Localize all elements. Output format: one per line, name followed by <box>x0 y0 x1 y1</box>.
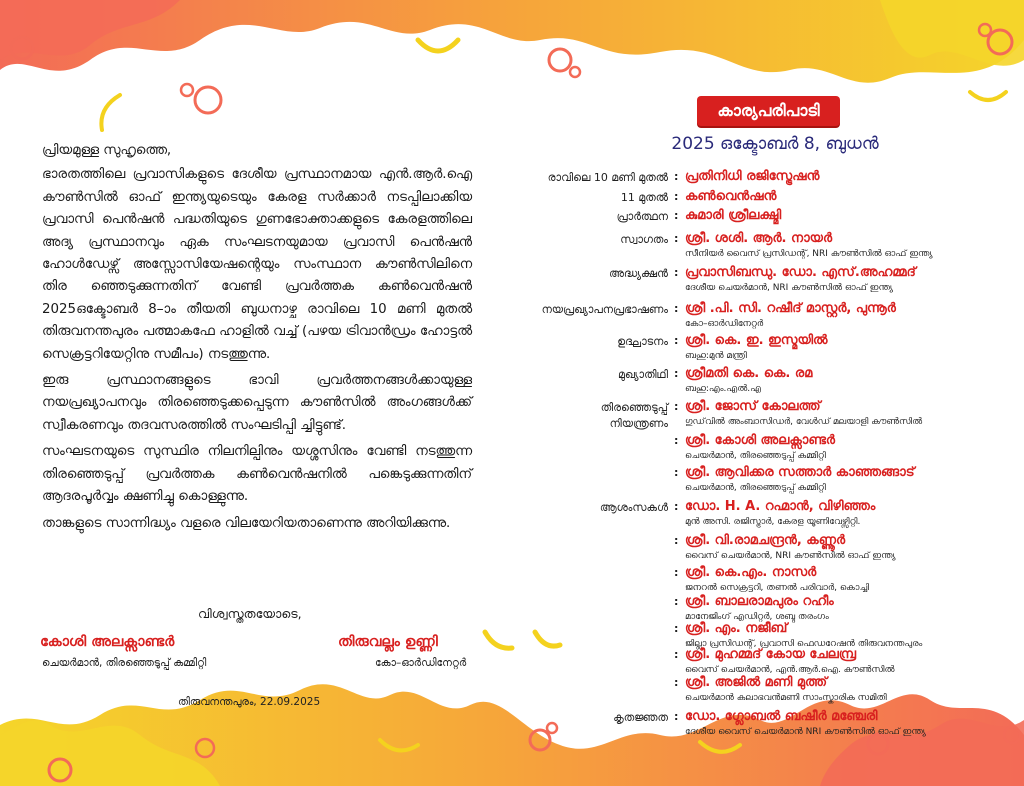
programme-role: വൈസ് ചെയർമാൻ, എൻ.ആർ.ഐ. കൗൺസിൽ <box>685 665 895 675</box>
invitation-letter <box>42 140 472 539</box>
programme-label: അദ്ധ്യക്ഷൻ <box>608 267 668 280</box>
programme-colon: : <box>674 500 679 513</box>
programme-role: ചെയർമാൻ കലാഭവൻമണി സാംസ്കാരിക സമിതി <box>685 693 887 703</box>
programme-label: ഉദ്ഘാടനം <box>617 335 668 348</box>
programme-name: ഡോ. ഗ്ലോബൽ ബഷീർ മഞ്ചേരി <box>685 709 878 724</box>
programme-role: ചെയർമാൻ, തിരഞ്ഞെടുപ്പ് കമ്മിറ്റി <box>685 451 826 461</box>
programme-role: ചെയർമാൻ, തിരഞ്ഞെടുപ്പ് കമ്മിറ്റി <box>685 483 826 493</box>
programme-name: ശ്രീ. കെ. ഇ. ഇസ്മയിൽ <box>685 333 828 348</box>
programme-colon: : <box>674 534 679 547</box>
programme-name: ശ്രീ. അജിൽ മണി മുത്ത് <box>685 675 828 690</box>
programme-label: ആശംസകൾ <box>599 501 668 514</box>
programme-colon: : <box>674 400 679 413</box>
programme-role: ദേശീയ വൈസ് ചെയർമാൻ NRI കൗൺസിൽ ഓഫ് ഇന്ത്യ <box>685 727 926 737</box>
letter-paragraph-3: സംഘടനയുടെ സുസ്ഥിര നിലനില്പിനും യശ്ശസിനും വേണ്ടി നടത്തുന്ന തിരഞ്ഞെടുപ്പ് പ്രവർത്തക കൺവെൻഷനിൽ പങ്കെടുക്കുന്നതിന് ആദരപൂർവ്വം ക്ഷണിച്ചു കൊള്ളുന്നു. <box>42 444 472 505</box>
letter-paragraph-2: ഇരു പ്രസ്ഥാനങ്ങളുടെ ഭാവി പ്രവർത്തനങ്ങൾക്കായുള്ള നയപ്രഖ്യാപനവും തിരഞ്ഞെടുക്കപ്പെടുന്ന കൗൺസിൽ അംഗങ്ങൾക്ക് സ്വീകരണവും തദവസരത്തിൽ സംഘടിപ്പി ച്ചിട്ടുണ്ട്. <box>42 373 472 433</box>
programme-name: ശ്രീ. ബാലരാമപുരം റഹീം <box>685 594 834 609</box>
programme-name: ശ്രീ. മുഹമ്മദ് കോയ ചേലമ്പ്ര <box>685 647 857 662</box>
closing-regards: വിശ്വസ്തതയോടെ, <box>198 606 302 621</box>
programme-role: ജനറൽ സെക്രട്ടറി, തണൽ പരിവാർ, കൊച്ചി <box>685 583 870 593</box>
programme-colon: : <box>674 595 679 608</box>
programme-colon: : <box>674 434 679 447</box>
programme-role: ഗുഡ്‌വിൽ അംബാസിഡർ, വേൾഡ് മലയാളി കൗൺസിൽ <box>685 417 923 427</box>
signer-2-name: തിരുവല്ലം ഉണ്ണി <box>338 634 438 650</box>
salutation: പ്രിയമുള്ള സുഹൃത്തെ, <box>42 143 172 158</box>
place-date: തിരുവനന്തപുരം, 22.09.2025 <box>178 696 321 708</box>
programme-label: സ്വാഗതം <box>620 233 668 246</box>
programme-name: ശ്രീ. ജോസ് കോലത്ത് <box>685 399 821 414</box>
programme-name: പ്രതിനിധി രജിസ്ട്രേഷൻ <box>685 169 820 184</box>
programme-colon: : <box>674 302 679 315</box>
programme-role: ബഹു:മുൻ മന്ത്രി <box>685 351 747 361</box>
programme-name: ശ്രീ. ശശി. ആർ. നായർ <box>685 231 833 246</box>
programme-role: ജില്ലാ പ്രസിഡന്റ്, പ്രവാസി ഫെഡറേഷൻ തിരുവനന്തപുരം <box>685 639 923 649</box>
programme-colon: : <box>674 232 679 245</box>
programme-colon: : <box>674 266 679 279</box>
programme-colon: : <box>674 622 679 635</box>
programme-name: ശ്രീ. കോശി അലക്സാണ്ടർ <box>685 433 836 448</box>
programme-role: വൈസ് ചെയർമാൻ, NRI കൗൺസിൽ ഓഫ് ഇന്ത്യ <box>685 551 896 561</box>
programme-label: നിയന്ത്രണം <box>609 417 668 430</box>
programme-label: കൃതജ്ഞത <box>613 711 668 724</box>
programme-colon: : <box>674 170 679 183</box>
programme-name: ശ്രീ. ആവിക്കര സത്താർ കാഞ്ഞങ്ങാട് <box>685 465 915 480</box>
signer-1-role: ചെയർമാൻ, തിരഞ്ഞെടുപ്പ് കമ്മിറ്റി <box>42 657 207 669</box>
signer-1-name: കോശി അലക്സാണ്ടർ <box>40 634 175 650</box>
programme-colon: : <box>674 648 679 661</box>
programme-colon: : <box>674 566 679 579</box>
programme-title-badge: കാര്യപരിപാടി <box>697 96 840 126</box>
letter-paragraph-1: ഭാരതത്തിലെ പ്രവാസികളുടെ ദേശീയ പ്രസ്ഥാനമായ എൻ.ആർ.ഐ കൗൺസിൽ ഓഫ് ഇന്ത്യയുടെയും കേരള സർക്കാർ നടപ്പിലാക്കിയ പ്രവാസി പെൻഷൻ പദ്ധതിയുടെ ഗുണഭോക്താക്കളുടെ കേരളത്തിലെ അദ്യ പ്രസ്ഥാനവും ഏക സംഘടനയുമായ പ്രവാസി പെൻഷൻ ഹോൾഡേഴ്സ് അസ്സോസിയേഷന്റെയും സംസ്ഥാന കൗൺസിലിനെ തിര ഞ്ഞെടുക്കുന്നതിന് വേണ്ടി പ്രവർത്തക കൺവെൻഷൻ 2025ഒക്ടോബർ 8–ാം തീയതി ബുധനാഴ്ച രാവിലെ 10 മണി മുതൽ തിരുവനന്തപുരം പത്മാകഫേ ഹാളിൽ വച്ച് (പഴയ ട്രിവാൻഡ്രം ഹോട്ടൽ സെക്രട്ടറിയേറ്റിനു സമീപം) നടത്തുന്നു. <box>42 167 472 362</box>
programme-colon: : <box>674 334 679 347</box>
programme-role: ദേശീയ ചെയർമാൻ, NRI കൗൺസിൽ ഓഫ് ഇന്ത്യ <box>685 283 893 293</box>
programme-colon: : <box>674 710 679 723</box>
programme-name: ഡോ. H. A. റഹ്മാൻ, വിഴിഞ്ഞം <box>685 499 876 514</box>
letter-paragraph-4: താങ്കളുടെ സാന്നിദ്ധ്യം വളരെ വിലയേറിയതാണെന്നു അറിയിക്കുന്നു. <box>42 515 451 531</box>
programme-role: മാനേജിംഗ് എഡിറ്റർ, ശബ്ദ തരംഗം <box>685 612 829 622</box>
programme-label: 11 മുതൽ <box>620 191 668 204</box>
programme-label: രാവിലെ 10 മണി മുതൽ <box>547 171 668 184</box>
programme-label: പ്രാർത്ഥന <box>616 210 668 223</box>
programme-name: കുമാരി ശ്രീലക്ഷ്മി <box>685 208 782 223</box>
programme-label: മുഖ്യാതിഥി <box>617 368 668 381</box>
programme-role: മുൻ അസി. രജിസ്ട്രാർ, കേരള യൂണിവേഴ്സിറ്റി. <box>685 517 861 527</box>
event-date: 2025 ഒക്ടോബർ 8, ബുധൻ <box>671 134 879 154</box>
programme-name: കൺവെൻഷൻ <box>685 189 777 204</box>
programme-name: ശ്രീ. കെ.എം. നാസർ <box>685 565 817 580</box>
programme-role: ബഹു:എം.എൽ.എ <box>685 384 761 394</box>
programme-colon: : <box>674 190 679 203</box>
programme-colon: : <box>674 367 679 380</box>
programme-role: കോ–ഓർഡിനേറ്റർ <box>685 319 764 329</box>
programme-colon: : <box>674 466 679 479</box>
programme-role: സീനിയർ വൈസ് പ്രസിഡന്റ്, NRI കൗൺസിൽ ഓഫ് ഇന്ത്യ <box>685 249 933 259</box>
programme-name: ശ്രീ .പി. സി. റഷീദ് മാസ്റ്റർ, പുന്നൂർ <box>685 301 896 316</box>
programme-name: പ്രവാസിബന്ധു. ഡോ. എസ്.അഹമ്മദ് <box>685 265 916 280</box>
programme-colon: : <box>674 676 679 689</box>
programme-name: ശ്രീ. വി.രാമചന്ദ്രൻ, കണ്ണൂർ <box>685 533 846 548</box>
programme-name: ശ്രീമതി കെ. കെ. രമ <box>685 366 813 381</box>
signer-2-role: കോ–ഓർഡിനേറ്റർ <box>375 657 467 669</box>
programme-label: നയപ്രഖ്യാപനപ്രഭാഷണം <box>541 303 668 316</box>
programme-colon: : <box>674 209 679 222</box>
programme-name: ശ്രീ. എം. നജീബ് <box>685 621 788 636</box>
programme-label: തിരഞ്ഞെടുപ്പ് <box>600 401 668 414</box>
